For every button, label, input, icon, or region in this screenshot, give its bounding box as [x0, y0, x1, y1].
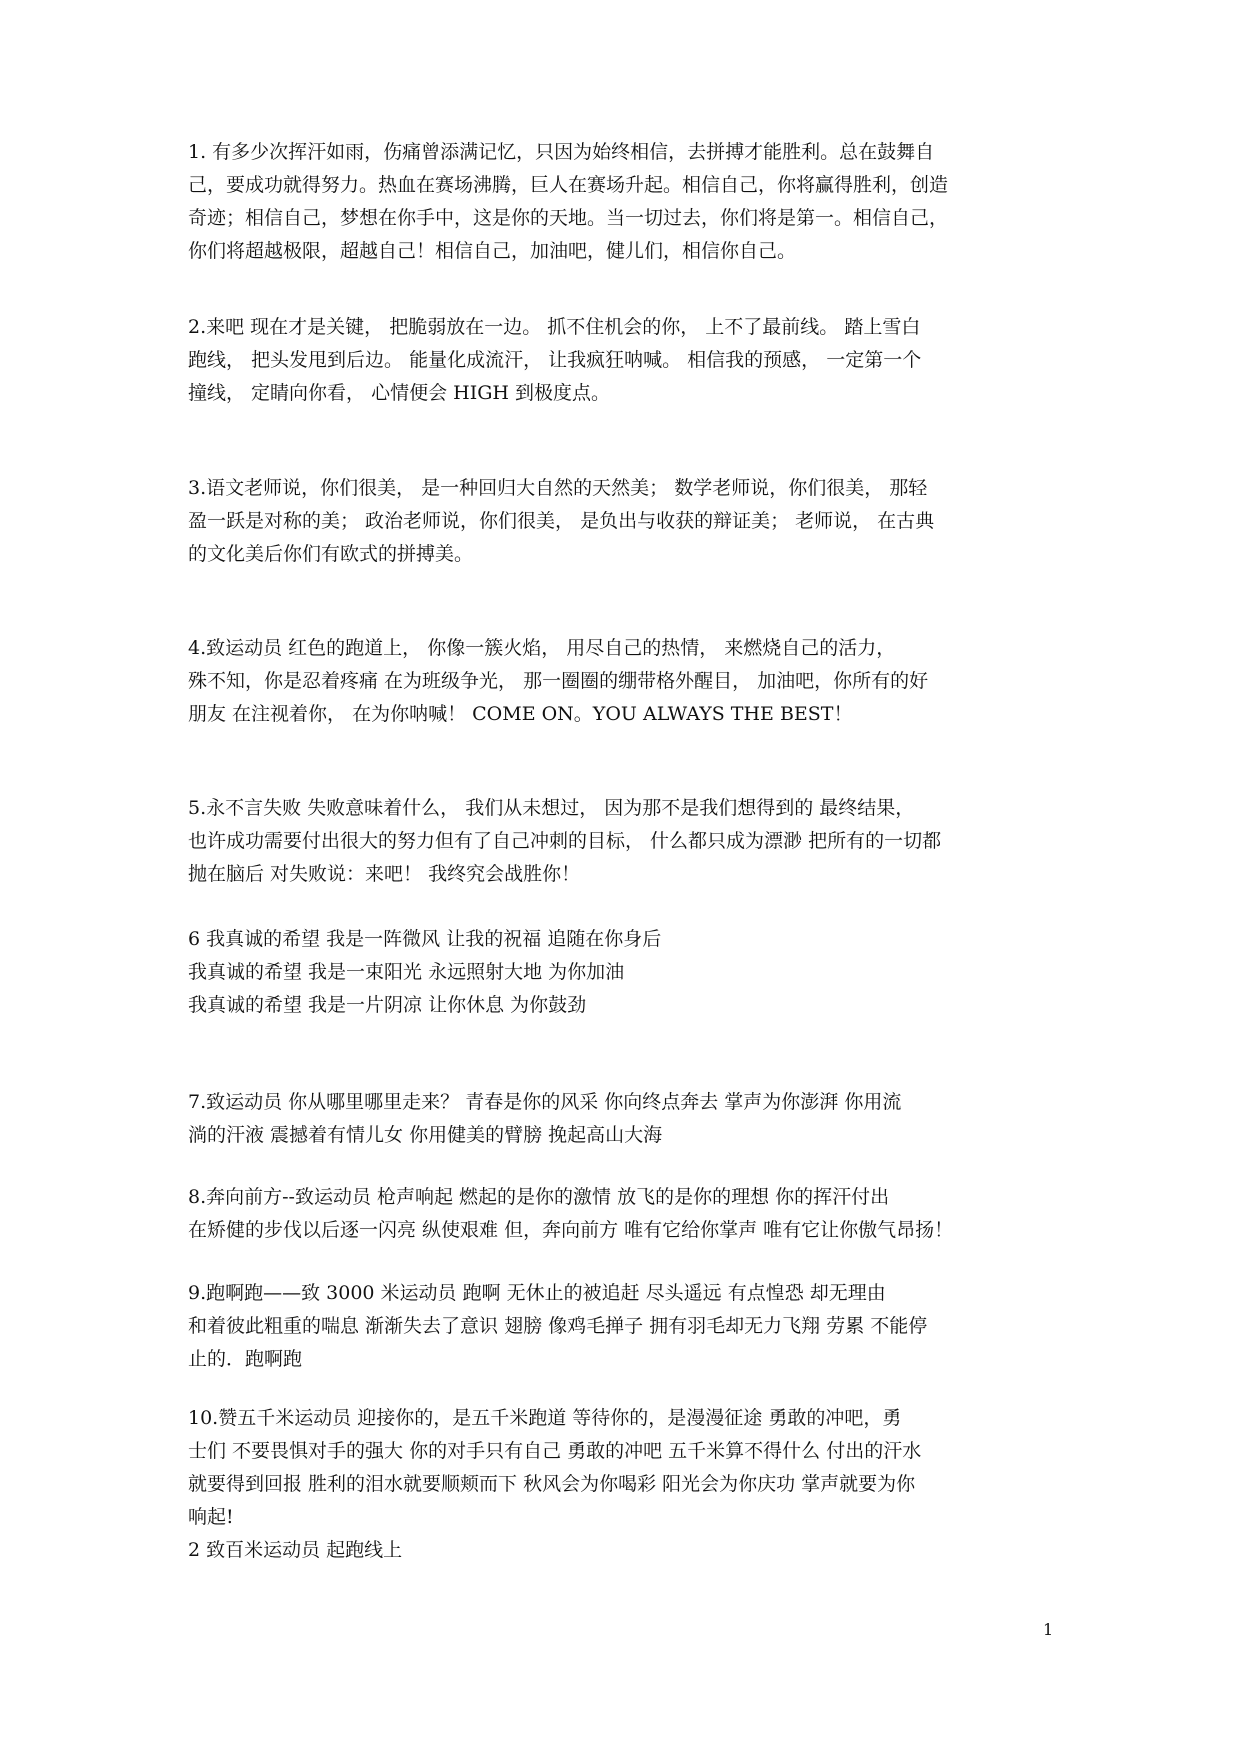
text-line: 4.致运动员 红色的跑道上， 你像一簇火焰， 用尽自己的热情， 来燃烧自己的活力，	[188, 637, 896, 659]
text-line: 就要得到回报 胜利的泪水就要顺颊而下 秋风会为你喝彩 阳光会为你庆功 掌声就要为你	[188, 1473, 916, 1495]
text-line: 盈一跃是对称的美； 政治老师说，你们很美， 是负出与收获的辩证美； 老师说， 在古典	[188, 510, 935, 532]
text-line: 10.赞五千米运动员 迎接你的，是五千米跑道 等待你的，是漫漫征途 勇敢的冲吧，勇	[188, 1407, 902, 1429]
text-line: 我真诚的希望 我是一束阳光 永远照射大地 为你加油	[188, 961, 625, 983]
paragraph-3	[188, 472, 1068, 571]
text-line: 止的．跑啊跑	[188, 1348, 303, 1370]
text-line: 响起!	[188, 1506, 234, 1528]
text-line: 1. 有多少次挥汗如雨，伤痛曾添满记忆，只因为始终相信，去拼搏才能胜利。总在鼓舞自	[188, 141, 935, 163]
text-line: 士们 不要畏惧对手的强大 你的对手只有自己 勇敢的冲吧 五千米算不得什么 付出的汗水	[188, 1440, 922, 1462]
paragraph-7	[188, 1086, 1068, 1152]
text-line: 2.来吧 现在才是关键， 把脆弱放在一边。 抓不住机会的你， 上不了最前线。 踏上雪白	[188, 316, 921, 338]
paragraph-10	[188, 1402, 1068, 1567]
paragraph-1	[188, 136, 1068, 268]
text-line: 6 我真诚的希望 我是一阵微风 让我的祝福 追随在你身后	[188, 928, 662, 950]
text-line: 也许成功需要付出很大的努力但有了自己冲刺的目标， 什么都只成为漂渺 把所有的一切都	[188, 830, 942, 852]
paragraph-9	[188, 1277, 1068, 1376]
paragraph-6	[188, 923, 1068, 1022]
text-line: 淌的汗液 震撼着有情儿女 你用健美的臂膀 挽起高山大海	[188, 1124, 663, 1146]
text-line: 你们将超越极限，超越自己！相信自己，加油吧，健儿们，相信你自己。	[188, 240, 797, 262]
text-line: 的文化美后你们有欧式的拼搏美。	[188, 543, 474, 565]
text-line: 奇迹；相信自己，梦想在你手中，这是你的天地。当一切过去，你们将是第一。相信自己，	[188, 207, 949, 229]
text-line: 朋友 在注视着你， 在为你呐喊！ COME ON。YOU ALWAYS THE BEST！	[188, 703, 853, 725]
text-line: 己，要成功就得努力。热血在赛场沸腾，巨人在赛场升起。相信自己，你将赢得胜利，创造	[188, 174, 949, 196]
text-line: 2 致百米运动员 起跑线上	[188, 1539, 403, 1561]
paragraph-2	[188, 311, 1068, 410]
text-line: 殊不知，你是忍着疼痛 在为班级争光， 那一圈圈的绷带格外醒目， 加油吧，你所有的好	[188, 670, 929, 692]
text-line: 3.语文老师说，你们很美， 是一种回归大自然的天然美； 数学老师说，你们很美， 那轻	[188, 477, 928, 499]
page-number: 1	[1043, 1620, 1054, 1639]
text-line: 9.跑啊跑——致 3000 米运动员 跑啊 无休止的被追赶 尽头遥远 有点惶恐 却无理由	[188, 1282, 886, 1304]
text-line: 抛在脑后 对失败说：来吧！ 我终究会战胜你！	[188, 863, 581, 885]
text-line: 跑线， 把头发甩到后边。 能量化成流汗， 让我疯狂呐喊。 相信我的预感， 一定第一个	[188, 349, 922, 371]
text-line: 7.致运动员 你从哪里哪里走来？ 青春是你的风采 你向终点奔去 掌声为你澎湃 你用流	[188, 1091, 902, 1113]
text-line: 8.奔向前方--致运动员 枪声响起 燃起的是你的激情 放飞的是你的理想 你的挥汗付出	[188, 1186, 890, 1208]
text-line: 在矫健的步伐以后逐一闪亮 纵使艰难 但，奔向前方 唯有它给你掌声 唯有它让你傲气昂扬！	[188, 1219, 954, 1241]
paragraph-5	[188, 792, 1068, 891]
paragraph-8	[188, 1181, 1068, 1247]
text-line: 我真诚的希望 我是一片阴凉 让你休息 为你鼓劲	[188, 994, 587, 1016]
text-line: 撞线， 定睛向你看， 心情便会 HIGH 到极度点。	[188, 382, 610, 404]
text-line: 5.永不言失败 失败意味着什么， 我们从未想过， 因为那不是我们想得到的 最终结果，	[188, 797, 915, 819]
paragraph-4	[188, 632, 1068, 731]
text-line: 和着彼此粗重的喘息 渐渐失去了意识 翅膀 像鸡毛掸子 拥有羽毛却无力飞翔 劳累 不能停	[188, 1315, 928, 1337]
